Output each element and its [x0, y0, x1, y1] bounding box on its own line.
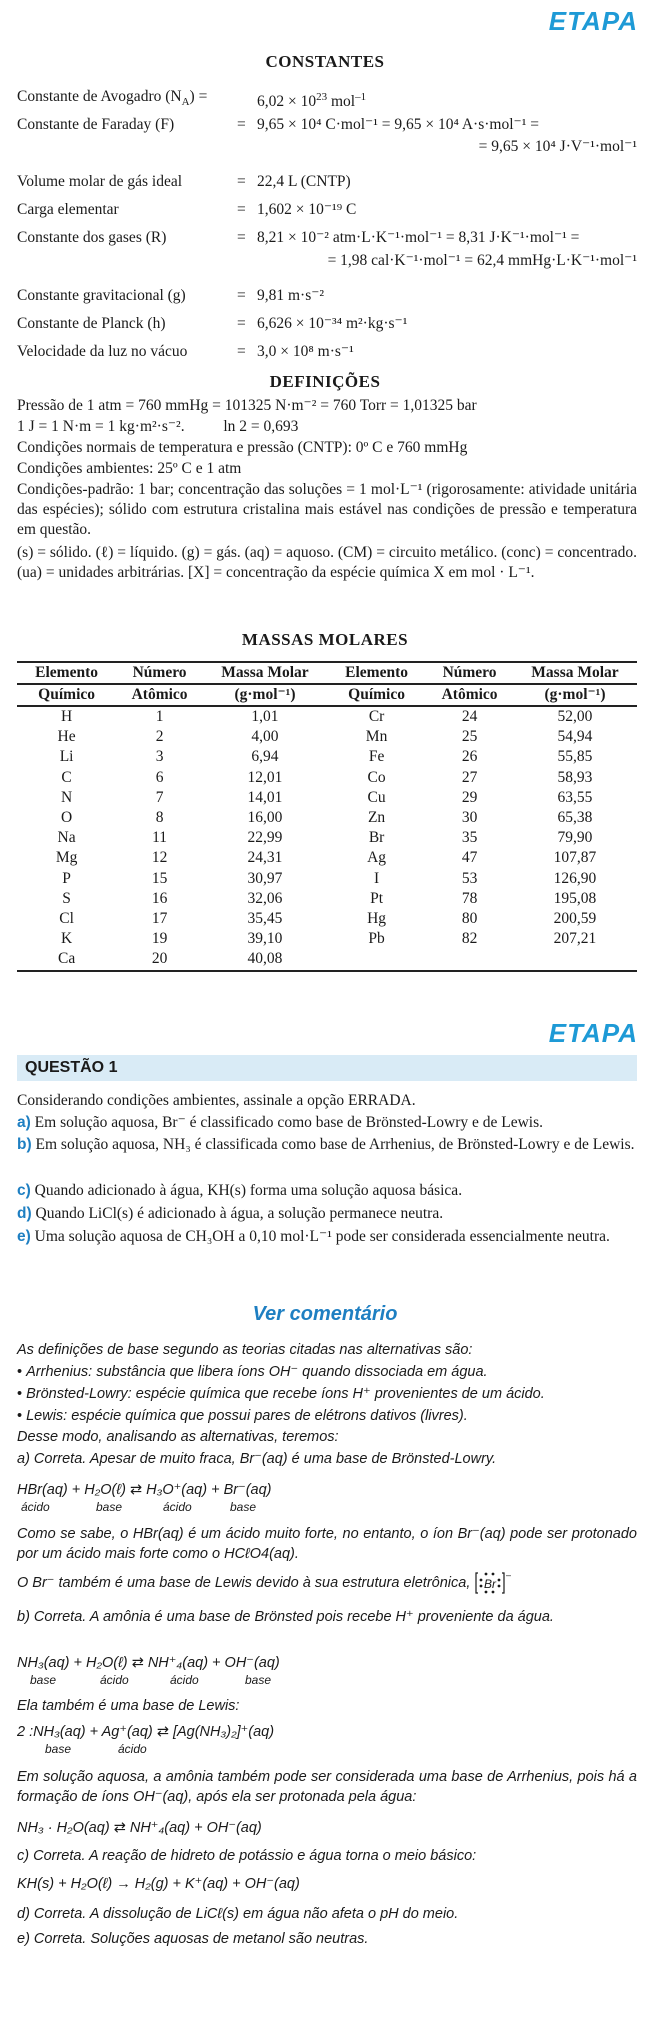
table-cell: 35	[461, 829, 478, 847]
table-cell: H	[60, 708, 73, 725]
table-cell: 82	[461, 930, 478, 948]
option-text: Quando LiCl(s) é adicionado à água, a solução permanece neutra.	[35, 1205, 444, 1222]
table-row	[17, 768, 637, 788]
table-cell: 24,31	[247, 849, 283, 867]
def-line: Condições normais de temperatura e pressão (CNTP): 0º C e 760 mmHg	[17, 439, 468, 456]
table-cell: 15	[151, 869, 168, 887]
table-cell: 22,99	[247, 829, 283, 847]
table-cell: N	[60, 788, 73, 806]
svg-text:Br: Br	[484, 1577, 497, 1591]
table-cell: 19	[151, 930, 168, 948]
const-value: 3,0 × 10⁸ m·s⁻¹	[257, 343, 354, 360]
col-header: Número	[116, 662, 203, 684]
comentario-intro: As definições de base segundo as teorias citadas nas alternativas são:	[17, 1342, 473, 1358]
table-cell: 14,01	[247, 788, 283, 806]
table-row	[17, 848, 637, 868]
const-name: Velocidade da luz no vácuo	[17, 343, 188, 360]
table-cell: 80	[461, 910, 478, 928]
etapa-logo-mid: ETAPA	[548, 1018, 638, 1048]
table-cell: 8	[155, 809, 164, 827]
comentario-b2: Ela também é uma base de Lewis:	[17, 1698, 240, 1714]
option-text: Em solução aquosa, Br⁻ é classificado como base de Brönsted-Lowry e de Lewis.	[34, 1114, 544, 1131]
comentario-b3: Em solução aquosa, a amônia também pode ser considerada uma base de Arrhenius, pois há a formação de íons OH⁻(aq), após ela ser protonada pela água:	[17, 1769, 637, 1805]
table-cell: 1	[155, 708, 164, 725]
comentario-e: e) Correta. Soluções aquosas de metanol são neutras.	[17, 1931, 369, 1947]
table-cell: 16	[151, 889, 168, 907]
table-cell: I	[373, 869, 380, 887]
table-cell: P	[62, 869, 71, 887]
table-cell: 52,00	[557, 708, 593, 725]
table-cell: 200,59	[553, 910, 597, 928]
col-header: (g·mol⁻¹)	[513, 684, 637, 706]
const-equals: =	[237, 173, 246, 190]
const-value: 22,4 L (CNTP)	[257, 173, 351, 190]
table-row	[17, 889, 637, 909]
table-row	[17, 949, 637, 970]
table-cell	[327, 949, 426, 970]
table-cell: 207,21	[553, 930, 597, 948]
eq-label: base	[30, 1673, 57, 1687]
equation-1: HBr(aq) + H₂O(ℓ) ⇄ H₃O⁺(aq) + Br⁻(aq)	[17, 1482, 272, 1498]
table-row	[17, 909, 637, 929]
table-cell: Li	[59, 748, 74, 766]
comentario-c: c) Correta. A reação de hidreto de potássio e água torna o meio básico:	[17, 1848, 477, 1864]
table-cell: 27	[461, 768, 478, 786]
constantes-title: CONSTANTES	[265, 52, 385, 71]
table-cell: 24	[461, 708, 478, 725]
def-abreviacoes: (s) = sólido. (ℓ) = líquido. (g) = gás. (aq) = aquoso. (CM) = circuito metálico. (conc) = concentrado. (ua) = unidades arbitrárias. [X] = concentração da espécie química X em mol · L⁻¹.	[17, 544, 637, 581]
eq-label: base	[230, 1500, 257, 1514]
table-cell: 17	[151, 910, 168, 928]
eq-label: ácido	[21, 1500, 50, 1514]
table-row	[17, 828, 637, 848]
const-name: Volume molar de gás ideal	[17, 173, 183, 190]
table-cell: He	[57, 728, 76, 746]
table-cell: Br	[368, 829, 385, 847]
def-line: Pressão de 1 atm = 760 mmHg = 101325 N·m⁻² = 760 Torr = 1,01325 bar	[17, 397, 477, 414]
table-cell: 65,38	[557, 809, 593, 827]
option-e	[17, 1226, 637, 1247]
table-cell: 107,87	[553, 849, 597, 867]
const-value-cont: = 1,98 cal·K⁻¹·mol⁻¹ = 62,4 mmHg·L·K⁻¹·mol⁻¹	[327, 252, 637, 269]
table-cell: 12,01	[247, 768, 283, 786]
massas-table-body	[17, 706, 637, 971]
col-header: Número	[426, 662, 513, 684]
comentario-a2: Como se sabe, o HBr(aq) é um ácido muito forte, no entanto, o íon Br⁻(aq) pode ser protonado por um ácido mais forte como o HCℓO4(aq).	[17, 1526, 637, 1562]
option-text: Quando adicionado à água, KH(s) forma uma solução aquosa básica.	[34, 1182, 463, 1199]
table-cell: 1,01	[251, 708, 279, 725]
option-letter: b)	[17, 1136, 32, 1153]
const-value: 8,21 × 10⁻² atm·L·K⁻¹·mol⁻¹ = 8,31 J·K⁻¹·mol⁻¹ =	[257, 229, 580, 246]
const-name: Constante de Avogadro $(N_A)$ =	[17, 88, 208, 109]
option-c	[17, 1180, 637, 1201]
comentario-a: a) Correta. Apesar de muito fraca, Br⁻(aq) é uma base de Brönsted-Lowry.	[17, 1451, 497, 1467]
option-letter: d)	[17, 1205, 32, 1222]
table-cell: 12	[151, 849, 168, 867]
col-header: Massa Molar	[513, 662, 637, 684]
table-cell: 26	[461, 748, 478, 766]
table-cell: 53	[461, 869, 478, 887]
table-cell: 35,45	[247, 910, 283, 928]
table-cell: 11	[152, 829, 168, 847]
table-cell: 30	[461, 809, 478, 827]
def-condicoes-padrao: Condições-padrão: 1 bar; concentração das soluções = 1 mol·L⁻¹ (rigorosamente: atividade unitária das espécies); sólido com estrutura cristalina mais estável nas condições de pressão e temperatura em questão.	[17, 481, 637, 538]
table-cell: Fe	[368, 748, 385, 766]
const-name: Carga elementar	[17, 201, 119, 218]
table-cell: Ag	[367, 849, 387, 867]
table-cell: Zn	[367, 809, 386, 827]
ver-comentario-link[interactable]: Ver comentário	[252, 1303, 398, 1325]
const-value: 9,65 × 10⁴ C·mol⁻¹ = 9,65 × 10⁴ A·s·mol⁻¹ =	[257, 116, 539, 133]
const-name: Constante de Planck (h)	[17, 315, 166, 332]
lewis-structure-br	[474, 1570, 512, 1596]
option-a	[17, 1112, 637, 1133]
option-text: Uma solução aquosa de CH₃OH a 0,10 mol·L⁻¹ pode ser considerada essencialmente neutra.	[34, 1228, 610, 1245]
const-value: 9,81 m·s⁻²	[257, 287, 325, 304]
const-value-cont: = 9,65 × 10⁴ J·V⁻¹·mol⁻¹	[478, 138, 637, 155]
col-header: Químico	[17, 684, 116, 706]
comentario-a3: O Br⁻ também é uma base de Lewis devido à sua estrutura eletrônica, Br –	[17, 1570, 637, 1596]
table-cell: K	[60, 930, 73, 948]
col-header: Atômico	[116, 684, 203, 706]
questao-header: QUESTÃO 1	[17, 1055, 637, 1081]
const-value: 6,626 × 10⁻³⁴ m²·kg·s⁻¹	[257, 315, 408, 332]
option-text: Em solução aquosa, NH₃ é classificada como base de Arrhenius, de Brönsted-Lowry e de Lewis.	[35, 1136, 635, 1153]
table-cell: 25	[461, 728, 478, 746]
table-cell	[426, 949, 513, 970]
table-cell: 55,85	[557, 748, 593, 766]
table-cell: 29	[461, 788, 478, 806]
eq-label: ácido	[163, 1500, 192, 1514]
table-cell: 195,08	[553, 889, 597, 907]
eq-label: ácido	[118, 1742, 147, 1756]
table-cell: 126,90	[553, 869, 597, 887]
col-header: Atômico	[426, 684, 513, 706]
eq-label: base	[245, 1673, 272, 1687]
table-cell: 30,97	[247, 869, 283, 887]
def-line: 1 J = 1 N·m = 1 kg·m²·s⁻². ln 2 = 0,693	[17, 418, 299, 435]
col-header: Massa Molar	[203, 662, 327, 684]
const-equals: =	[237, 201, 246, 218]
equation-3: 2 :NH₃(aq) + Ag⁺(aq) ⇄ [Ag(NH₃)₂]⁺(aq)	[17, 1724, 275, 1740]
table-cell: 6	[155, 768, 164, 786]
col-header: Químico	[327, 684, 426, 706]
const-equals: =	[237, 116, 246, 133]
table-row	[17, 788, 637, 808]
def-line: Condições ambientes: 25º C e 1 atm	[17, 460, 242, 477]
comentario-d: d) Correta. A dissolução de LiCℓ(s) em água não afeta o pH do meio.	[17, 1906, 459, 1922]
table-cell: C	[61, 768, 72, 786]
const-name: Constante dos gases (R)	[17, 229, 167, 246]
table-cell: 32,06	[247, 889, 283, 907]
option-letter: c)	[17, 1182, 31, 1199]
const-equals: =	[237, 229, 246, 246]
table-row	[17, 727, 637, 747]
table-row	[17, 706, 637, 727]
table-cell: 78	[461, 889, 478, 907]
const-name: Constante gravitacional (g)	[17, 287, 186, 304]
option-letter: a)	[17, 1114, 31, 1131]
const-value: $6,02 \times 10^{23}$ mol$^{-1}$	[257, 91, 367, 111]
comentario-b: b) Correta. A amônia é uma base de Brönsted pois recebe H⁺ proveniente da água.	[17, 1609, 554, 1625]
option-b	[17, 1134, 637, 1155]
table-row	[17, 869, 637, 889]
massas-title: MASSAS MOLARES	[241, 630, 409, 649]
table-cell: Cr	[368, 708, 385, 725]
table-header-row	[17, 662, 637, 684]
table-cell: 3	[155, 748, 164, 766]
table-cell: O	[60, 809, 73, 827]
table-cell: 54,94	[557, 728, 593, 746]
eq-label: base	[45, 1742, 72, 1756]
const-equals: =	[237, 343, 246, 360]
const-equals: =	[237, 315, 246, 332]
table-cell	[513, 949, 637, 970]
col-header: Elemento	[17, 662, 116, 684]
table-row	[17, 747, 637, 767]
questao-enunciado: Considerando condições ambientes, assinale a opção ERRADA.	[17, 1092, 416, 1109]
col-header: (g·mol⁻¹)	[203, 684, 327, 706]
table-cell: 47	[461, 849, 478, 867]
table-cell: 20	[116, 949, 203, 970]
table-cell: Pt	[370, 889, 384, 907]
bullet-item: • Lewis: espécie química que possui pares de elétrons dativos (livres).	[17, 1408, 468, 1424]
table-cell: Mg	[55, 849, 78, 867]
equation-5: KH(s) + H₂O(ℓ) → H₂(g) + K⁺(aq) + OH⁻(aq)	[17, 1876, 300, 1892]
comentario-desse: Desse modo, analisando as alternativas, teremos:	[17, 1429, 339, 1445]
const-value: 1,602 × 10⁻¹⁹ C	[257, 201, 357, 218]
equation-4: NH₃ · H₂O(aq) ⇄ NH⁺₄(aq) + OH⁻(aq)	[17, 1820, 262, 1836]
col-header: Elemento	[327, 662, 426, 684]
table-cell: 6,94	[251, 748, 279, 766]
table-cell: Na	[57, 829, 76, 847]
table-cell: 2	[155, 728, 164, 746]
table-row	[17, 808, 637, 828]
table-cell: 7	[155, 788, 164, 806]
table-cell: 39,10	[247, 930, 283, 948]
bullet-item: • Brönsted-Lowry: espécie química que recebe íons H⁺ provenientes de um ácido.	[17, 1386, 545, 1402]
etapa-logo-top: ETAPA	[548, 6, 638, 36]
table-cell: Cu	[367, 788, 386, 806]
table-cell: Hg	[367, 910, 387, 928]
const-equals: =	[237, 287, 246, 304]
table-cell: 4,00	[251, 728, 279, 746]
const-name: Constante de Faraday (F)	[17, 116, 175, 133]
table-cell: 79,90	[557, 829, 593, 847]
definicoes-title: DEFINIÇÕES	[269, 372, 381, 391]
table-cell: Mn	[365, 728, 388, 746]
eq-label: base	[96, 1500, 123, 1514]
table-header-row	[17, 684, 637, 706]
table-cell: Cl	[59, 910, 74, 928]
table-cell: 40,08	[203, 949, 327, 970]
table-row	[17, 929, 637, 949]
bullet-item: • Arrhenius: substância que libera íons OH⁻ quando dissociada em água.	[17, 1364, 488, 1380]
table-cell: 16,00	[247, 809, 283, 827]
table-cell: Pb	[368, 930, 385, 948]
table-cell: S	[62, 889, 71, 907]
massas-molares-table	[17, 661, 637, 972]
table-cell: 63,55	[557, 788, 593, 806]
option-d	[17, 1203, 637, 1224]
table-cell: 58,93	[557, 768, 593, 786]
option-letter: e)	[17, 1228, 31, 1245]
table-cell: Ca	[17, 949, 116, 970]
svg-text:–: –	[506, 1570, 512, 1580]
eq-label: ácido	[170, 1673, 199, 1687]
equation-2: NH₃(aq) + H₂O(ℓ) ⇄ NH⁺₄(aq) + OH⁻(aq)	[17, 1655, 280, 1671]
eq-label: ácido	[100, 1673, 129, 1687]
table-cell: Co	[367, 768, 386, 786]
